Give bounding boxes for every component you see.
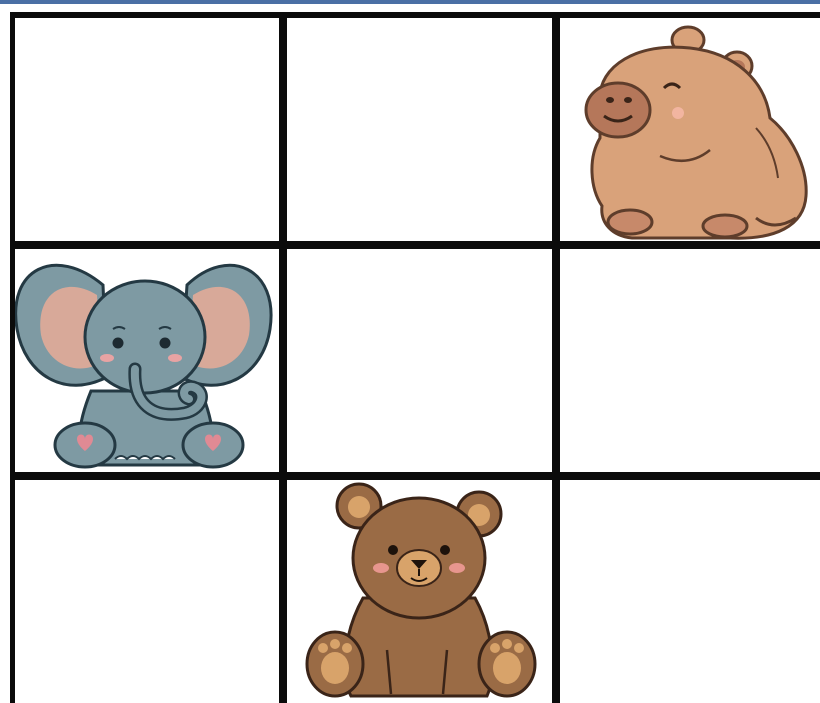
cell-r1-c1[interactable] (287, 249, 552, 472)
grid-line-horizontal-top (10, 12, 820, 18)
grid-line-horizontal-1 (10, 241, 820, 249)
grid-line-vertical-2 (552, 12, 560, 703)
top-border (0, 0, 820, 4)
grid-line-vertical-1 (279, 12, 287, 703)
cell-r0-c1[interactable] (287, 18, 552, 241)
cell-r0-c2[interactable] (560, 18, 820, 241)
bear-icon (287, 480, 552, 703)
grid-line-vertical-left (10, 12, 15, 703)
cell-r0-c0[interactable] (15, 18, 279, 241)
cell-r2-c1[interactable] (287, 480, 552, 703)
elephant-icon (15, 249, 279, 472)
cell-r1-c2[interactable] (560, 249, 820, 472)
cell-r2-c0[interactable] (15, 480, 279, 703)
grid-line-horizontal-2 (10, 472, 820, 480)
cell-r2-c2[interactable] (560, 480, 820, 703)
cell-r1-c0[interactable] (15, 249, 279, 472)
capybara-icon (560, 18, 820, 241)
